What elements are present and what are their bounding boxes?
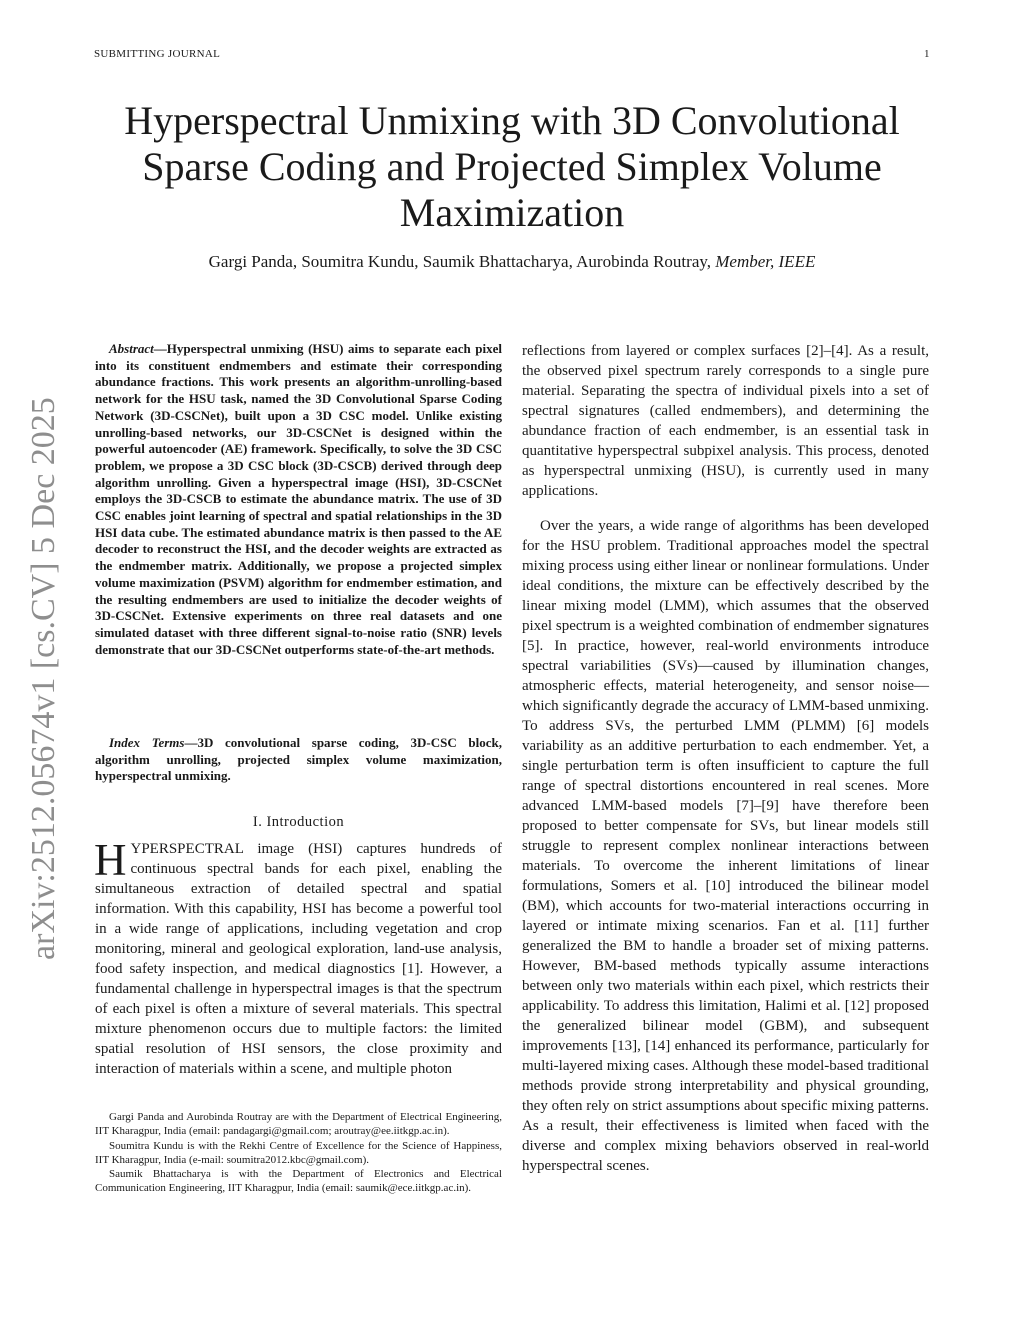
abstract <box>95 341 502 658</box>
author-names: Gargi Panda, Soumitra Kundu, Saumik Bhattacharya, Aurobinda Routray, <box>208 252 712 271</box>
running-header: SUBMITTING JOURNAL <box>94 48 221 60</box>
intro-lead: YPERSPECTRAL <box>130 841 244 857</box>
intro-paragraph <box>94 835 502 1079</box>
footnote: Soumitra Kundu is with the Rekhi Centre of Excellence for the Science of Happiness, IIT Kharagpur, India (e-mail: soumitra2012.kbc@gmail.com). <box>95 1139 502 1166</box>
author-list <box>100 252 924 272</box>
index-terms-label: Index Terms <box>109 735 185 750</box>
right-paragraph-1: reflections from layered or complex surfaces [2]–[4]. As a result, the observed pixel spectrum rarely corresponds to a single pure material. Separating the spectra of individual pixels into a set of spectral signatures (called endmembers), and determining the abundance fraction of each endmember, is an essential task in quantitative hyperspectral subpixel analysis. This process, denoted as hyperspectral unmixing (HSU), is currently used in many applications. <box>522 343 929 499</box>
intro-text: image (HSI) captures hundreds of continuous spectral bands for each pixel, enabling the simultaneous extraction of detailed spectral and spatial information. With this capability, HSI has become a powerful tool in a wide range of applications, including vegetation and crop monitoring, mineral and geological exploration, land-use analysis, food safety inspection, and medical diagnostics [1]. However, a fundamental challenge in hyperspectral images is that the spectrum of each pixel is often a mixture of several materials. This spectral mixture phenomenon occurs due to multiple factors: the limited spatial resolution of HSI sensors, the close proximity and interaction of materials within a scene, and multiple photon <box>95 841 502 1077</box>
right-paragraph-2: Over the years, a wide range of algorithms has been developed for the HSU problem. Traditional approaches model the spectral mixing process using either linear or nonlinear formulations. Under ideal conditions, the mixture can be effectively described by the linear mixing model (LMM), which assumes that the observed pixel spectrum is a weighted combination of endmember signatures [5]. In practice, however, real-world environments introduce spectral variabilities (SVs)—caused by illumination changes, atmospheric effects, material heterogeneity, and sensor noise—which significantly degrade the accuracy of LMM-based unmixing. To address SVs, the perturbed LMM (PLMM) [6] models variability as an additive perturbation to each endmember. Yet, a single perturbation term is often insufficient to capture the full range of spectral distortions encountered in real scenes. More advanced LMM-based models [7]–[9] have therefore been proposed to better compensate for SVs, but linear models still struggle to represent complex nonlinear interactions between materials. To overcome the inherent limitations of linear formulations, Somers et al. [10] introduced the bilinear model (BM), which accounts for two-material interactions occurring in layered or intimate mixing scenarios. Fan et al. [11] further generalized the BM to handle a broader set of mixing patterns. However, BM-based methods typically assume interactions between only two materials within each pixel, which restricts their applicability. To address this limitation, Halimi et al. [12] proposed the generalized bilinear model (GBM), and subsequent improvements [13], [14] enhanced its performance, particularly for multi-layered mixing cases. Although these model-based traditional methods provide strong interpretability and physical grounding, they often rely on strict assumptions about specific mixing patterns. As a result, their effectiveness is limited when faced with the diverse and complex mixing behaviors observed in real-world hyperspectral scenes. <box>522 518 929 1174</box>
abstract-text: —Hyperspectral unmixing (HSU) aims to separate each pixel into its constituent endmembers and estimate their corresponding abundance fractions. This work presents an algorithm-unrolling-based network for the HSU task, named the 3D Convolutional Sparse Coding Network (3D-CSCNet), built upon a 3D CSC model. Unlike existing unrolling-based networks, our 3D-CSCNet is designed within the powerful autoencoder (AE) framework. Specifically, to solve the 3D CSC problem, we propose a 3D CSC block (3D-CSCB) derived through deep algorithm unrolling. Given a hyperspectral image (HSI), 3D-CSCNet employs the 3D-CSCB to estimate the abundance matrix. The use of 3D CSC enables joint learning of spectral and spatial relationships in the 3D HSI data cube. The estimated abundance matrix is then passed to the AE decoder to reconstruct the HSI, and the decoder weights are extracted as the endmember matrix. Additionally, we propose a projected simplex volume maximization (PSVM) algorithm for endmember estimation, and the resulting endmembers are used to initialize the decoder weights of 3D-CSCNet. Extensive experiments on three real datasets and one simulated dataset with three different signal-to-noise ratio (SNR) levels demonstrate that our 3D-CSCNet outperforms state-of-the-art methods. <box>95 341 502 657</box>
author-membership: Member, IEEE <box>715 252 816 271</box>
drop-cap: H <box>94 835 127 885</box>
arxiv-watermark: arXiv:2512.05674v1 [cs.CV] 5 Dec 2025 <box>25 397 62 960</box>
paper-title: Hyperspectral Unmixing with 3D Convolutional Sparse Coding and Projected Simplex Volume Maximization <box>124 98 900 235</box>
abstract-label: Abstract <box>109 341 154 356</box>
index-terms-text: —3D convolutional sparse coding, 3D-CSC block, algorithm unrolling, projected simplex volume maximization, hyperspectral unmixing. <box>95 735 502 784</box>
footnotes <box>95 1110 502 1196</box>
section-heading: I. Introduction <box>252 814 345 830</box>
footnote: Gargi Panda and Aurobinda Routray are with the Department of Electrical Engineering, IIT Kharagpur, India (email: pandagargi@gmail.com; aroutray@ee.iitkgp.ac.in). <box>95 1111 502 1138</box>
footnote: Saumik Bhattacharya is with the Department of Electronics and Electrical Communication Engineering, IIT Kharagpur, India (email: saumik@ece.iitkgp.ac.in). <box>95 1168 502 1195</box>
index-terms <box>95 735 502 785</box>
page-number: 1 <box>924 48 930 60</box>
